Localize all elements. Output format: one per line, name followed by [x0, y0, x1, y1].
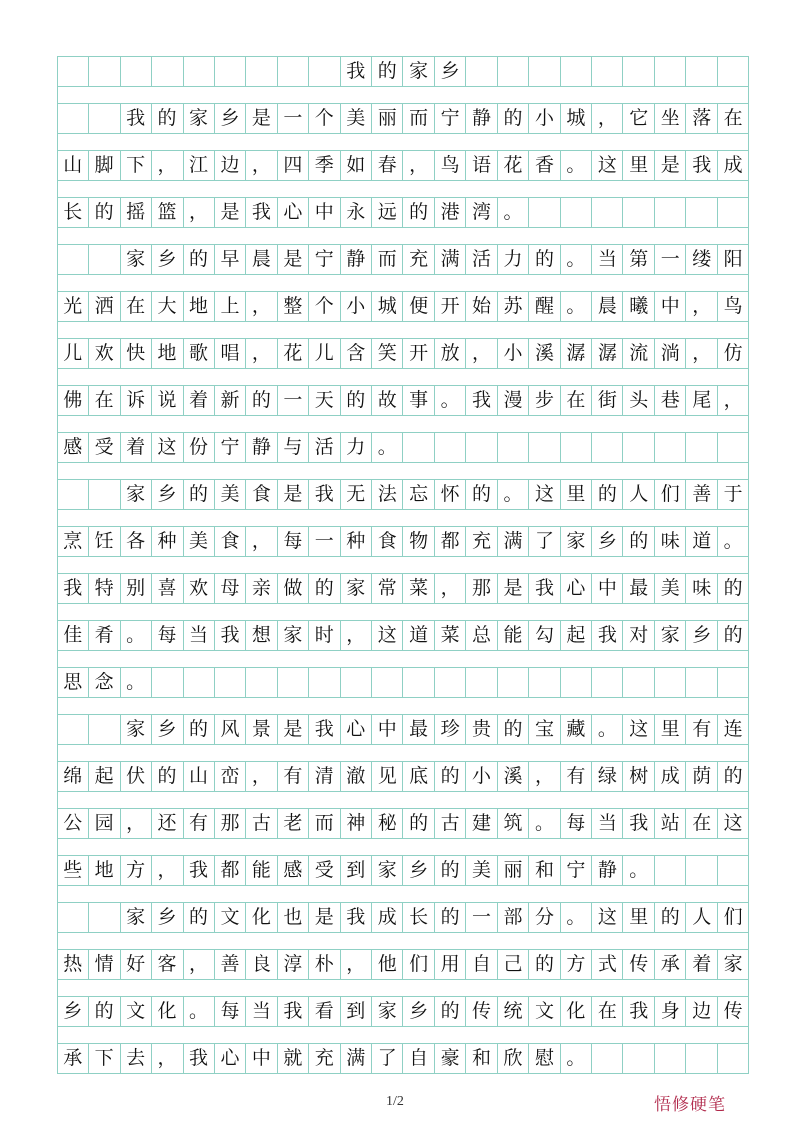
text-line: 我的家乡是一个美丽而宁静的小城，它坐落在	[63, 107, 756, 129]
text-line: 乡的文化。每当我看到家乡的传统文化在我身边传	[63, 1000, 756, 1022]
page-number: 1/2	[386, 1094, 404, 1109]
row-spacer	[57, 604, 749, 620]
text-line: 家乡的美食是我无法忘怀的。这里的人们善于	[63, 483, 756, 505]
brand-logo-text: 悟修硬笔	[654, 1095, 726, 1115]
row-spacer	[57, 839, 749, 855]
row-spacer	[57, 933, 749, 949]
text-line: 佛在诉说着新的一天的故事。我漫步在街头巷尾，	[63, 389, 756, 411]
text-line: 家乡的文化也是我成长的一部分。这里的人们	[63, 906, 756, 928]
text-line: 承下去，我心中就充满了自豪和欣慰。	[63, 1047, 598, 1069]
row-spacer	[57, 87, 749, 103]
row-spacer	[57, 228, 749, 244]
row-spacer	[57, 698, 749, 714]
text-line: 感受着这份宁静与活力。	[63, 436, 410, 458]
text-line: 长的摇篮，是我心中永远的港湾。	[63, 201, 535, 223]
title: 我的家乡	[63, 60, 756, 82]
text-line: 山脚下，江边，四季如春，鸟语花香。这里是我成	[63, 154, 756, 176]
row-spacer	[57, 322, 749, 338]
text-line: 儿欢快地歌唱，花儿含笑开放，小溪潺潺流淌，仿	[63, 342, 756, 364]
text-line: 思念。	[63, 671, 158, 693]
row-spacer	[57, 557, 749, 573]
row-spacer	[57, 463, 749, 479]
text-line: 公园，还有那古老而神秘的古建筑。每当我站在这	[63, 812, 756, 834]
row-spacer	[57, 1027, 749, 1043]
row-spacer	[57, 275, 749, 291]
row-spacer	[57, 745, 749, 761]
row-spacer	[57, 886, 749, 902]
text-line: 烹饪各种美食，每一种食物都充满了家乡的味道。	[63, 530, 756, 552]
text-line: 家乡的早晨是宁静而充满活力的。当第一缕阳	[63, 248, 756, 270]
text-line: 些地方，我都能感受到家乡的美丽和宁静。	[63, 859, 661, 881]
row-spacer	[57, 134, 749, 150]
row-spacer	[57, 369, 749, 385]
text-line: 家乡的风景是我心中最珍贵的宝藏。这里有连	[63, 718, 756, 740]
row-spacer	[57, 651, 749, 667]
row-spacer	[57, 510, 749, 526]
text-line: 我特别喜欢母亲做的家常菜，那是我心中最美味的	[63, 577, 756, 599]
text-line: 绵起伏的山峦，有清澈见底的小溪，有绿树成荫的	[63, 765, 756, 787]
text-line: 热情好客，善良淳朴，他们用自己的方式传承着家	[63, 953, 756, 975]
row-spacer	[57, 181, 749, 197]
text-line: 光洒在大地上，整个小城便开始苏醒。晨曦中，鸟	[63, 295, 756, 317]
row-spacer	[57, 416, 749, 432]
row-spacer	[57, 792, 749, 808]
text-line: 佳肴。每当我想家时，这道菜总能勾起我对家乡的	[63, 624, 756, 646]
row-spacer	[57, 980, 749, 996]
